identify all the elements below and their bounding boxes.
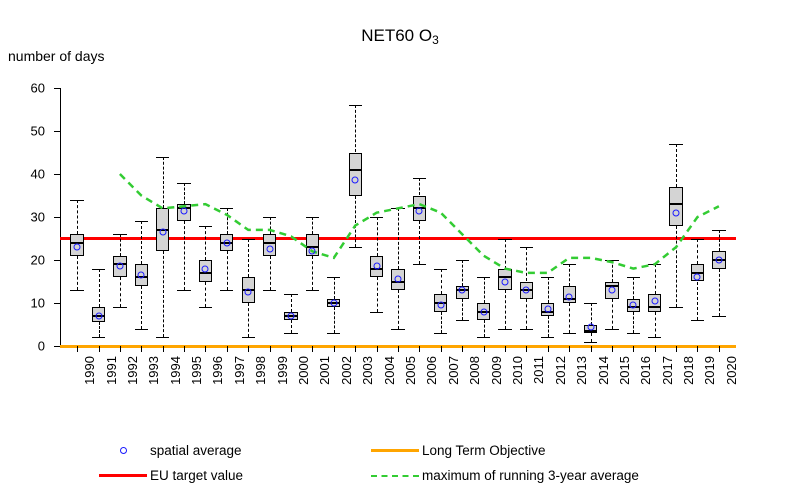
x-tick (612, 346, 613, 352)
x-tick (484, 346, 485, 352)
x-tick-label: 1997 (231, 356, 247, 385)
x-tick-label: 2017 (659, 356, 675, 385)
legend-label-eu-target-value: EU target value (150, 468, 244, 483)
spatial-average-marker (416, 207, 423, 214)
x-tick (505, 346, 506, 352)
x-tick-label: 2011 (531, 356, 547, 384)
x-tick-label: 1999 (274, 356, 290, 385)
x-tick (205, 346, 206, 352)
x-tick (655, 346, 656, 352)
spatial-average-marker (651, 297, 658, 304)
x-tick-label: 1996 (210, 356, 226, 385)
spatial-average-marker (74, 244, 81, 251)
x-tick-label: 1998 (253, 356, 269, 385)
x-tick (99, 346, 100, 352)
x-tick (184, 346, 185, 352)
x-tick (633, 346, 634, 352)
x-tick-label: 2003 (360, 356, 376, 385)
spatial-average-marker (587, 323, 594, 330)
x-tick (441, 346, 442, 352)
x-tick-label: 2006 (424, 356, 440, 385)
x-tick-label: 2014 (595, 356, 611, 385)
spatial-average-marker (181, 207, 188, 214)
spatial-average-marker (630, 302, 637, 309)
chart-title-main: NET60 O (361, 26, 433, 45)
x-tick (377, 346, 378, 352)
x-tick (77, 346, 78, 352)
x-tick-label: 2004 (381, 356, 397, 385)
x-tick (676, 346, 677, 352)
x-tick-label: 2005 (403, 356, 418, 385)
red-line-icon (96, 474, 150, 477)
legend (96, 438, 716, 488)
x-tick (355, 346, 356, 352)
x-tick-label: 1994 (167, 356, 183, 385)
spatial-average-marker (352, 177, 359, 184)
y-tick-label: 40 (30, 166, 45, 182)
spatial-average-marker (480, 308, 487, 315)
circle-marker-icon (96, 447, 150, 454)
x-tick (569, 346, 570, 352)
spatial-average-marker (523, 287, 530, 294)
x-tick (419, 346, 420, 352)
legend-item-spatial-average (96, 443, 368, 458)
spatial-average-marker (459, 287, 466, 294)
y-tick-label: 30 (30, 209, 45, 225)
x-tick-label: 1991 (103, 356, 119, 385)
x-tick-label: 2002 (338, 356, 354, 385)
y-tick-label: 0 (37, 338, 45, 354)
x-tick-label: 2000 (296, 356, 312, 385)
spatial-average-marker (544, 306, 551, 313)
x-tick-label: 2020 (723, 356, 739, 385)
x-tick-label: 2012 (552, 356, 568, 385)
x-tick-label: 1990 (82, 356, 98, 385)
spatial-average-marker (501, 278, 508, 285)
x-tick (526, 346, 527, 352)
x-tick-label: 2001 (317, 356, 333, 385)
orange-line-icon (368, 449, 422, 452)
x-tick-label: 1995 (189, 356, 205, 385)
x-tick-label: 2007 (445, 356, 461, 385)
x-tick (120, 346, 121, 352)
spatial-average-marker (245, 289, 252, 296)
x-tick (291, 346, 292, 352)
legend-row-1 (96, 438, 716, 463)
spatial-average-marker (437, 302, 444, 309)
x-tick-label: 2008 (467, 356, 483, 385)
legend-item-running-average (368, 468, 639, 483)
x-tick (334, 346, 335, 352)
x-tick (312, 346, 313, 352)
x-tick (163, 346, 164, 352)
y-tick-label: 50 (30, 123, 45, 139)
legend-row-2 (96, 463, 716, 488)
legend-label-running-average: maximum of running 3-year average (422, 468, 639, 483)
x-tick (270, 346, 271, 352)
x-tick-label: 2019 (702, 356, 718, 385)
spatial-average-marker (138, 272, 145, 279)
x-tick (227, 346, 228, 352)
y-tick-label: 60 (30, 80, 45, 96)
spatial-average-marker (309, 248, 316, 255)
x-tick (548, 346, 549, 352)
y-axis-label: number of days (8, 48, 105, 64)
spatial-average-marker (694, 274, 701, 281)
x-tick (248, 346, 249, 352)
x-tick-label: 2009 (488, 356, 504, 385)
spatial-average-marker (715, 257, 722, 264)
x-tick-label: 2018 (681, 356, 697, 385)
x-tick (462, 346, 463, 352)
legend-label-spatial-average: spatial average (150, 443, 242, 458)
spatial-average-marker (673, 209, 680, 216)
chart-title (0, 26, 800, 46)
spatial-average-marker (202, 265, 209, 272)
green-dashed-line-icon (368, 475, 422, 477)
x-tick (591, 346, 592, 352)
spatial-average-marker (223, 239, 230, 246)
x-tick-label: 2010 (509, 356, 525, 385)
legend-label-long-term-objective: Long Term Objective (422, 443, 546, 458)
spatial-average-marker (95, 312, 102, 319)
y-tick-label: 20 (30, 252, 45, 268)
y-tick-label: 10 (30, 295, 45, 311)
x-tick-label: 1992 (124, 356, 140, 385)
spatial-average-marker (608, 287, 615, 294)
x-tick-label: 2013 (574, 356, 590, 385)
x-tick-label: 2016 (638, 356, 654, 385)
x-tick (141, 346, 142, 352)
x-tick-label: 1993 (146, 356, 162, 385)
spatial-average-marker (288, 312, 295, 319)
spatial-average-marker (159, 229, 166, 236)
x-tick (398, 346, 399, 352)
plot-area (30, 80, 739, 385)
spatial-average-marker (116, 263, 123, 270)
x-tick (719, 346, 720, 352)
spatial-average-marker (395, 276, 402, 283)
spatial-average-marker (330, 300, 337, 307)
chart-title-subscript: 3 (432, 33, 439, 47)
x-tick-label: 2015 (616, 356, 632, 385)
spatial-average-marker (266, 246, 273, 253)
spatial-average-marker (566, 293, 573, 300)
legend-item-long-term-objective (368, 443, 546, 458)
spatial-average-marker (373, 263, 380, 270)
x-tick (697, 346, 698, 352)
legend-item-eu-target-value (96, 468, 368, 483)
